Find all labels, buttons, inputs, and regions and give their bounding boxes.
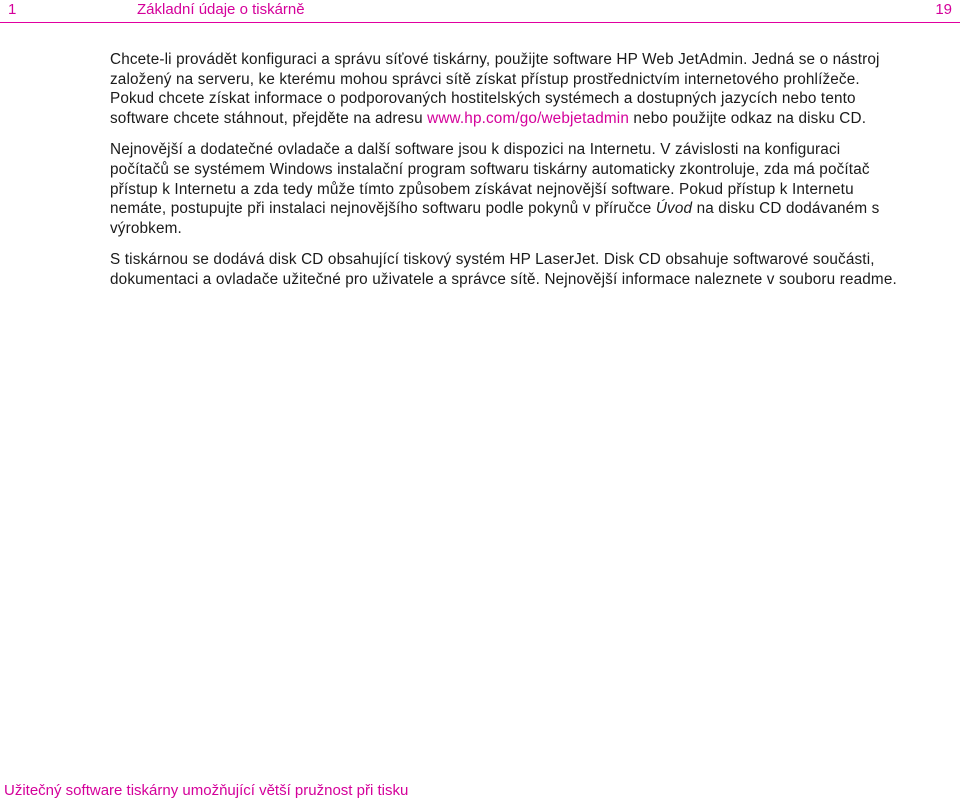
paragraph-drivers [110,140,900,238]
body-text [110,50,900,302]
paragraph-text: na disku CD dodávaném s výrobkem. [110,200,880,237]
paragraph-text: Nejnovější a dodatečné ovladače a další software jsou k dispozici na Internetu. V závislosti na konfiguraci počítačů se systémem Windows instalační program softwaru tiskárny automaticky zkontroluje, zda má počítač přístup k Internetu a zda tedy může tímto způsobem získávat nejnovější software. Pokud přístup k Internetu nemáte, postupujte při instalaci nejnovějšího softwaru podle pokynů v příručce [110,141,870,218]
paragraph-text: S tiskárnou se dodává disk CD obsahující tiskový systém HP LaserJet. Disk CD obsahuje softwarové součásti, dokumentaci a ovladače užitečné pro uživatele a správce sítě. Nejnovější informace naleznete v souboru readme. [110,251,897,288]
chapter-title: Základní údaje o tiskárně [137,1,305,18]
page-number: 19 [935,1,952,18]
webjetadmin-link[interactable]: www.hp.com/go/webjetadmin [427,109,629,127]
chapter-number: 1 [8,1,17,18]
paragraph-webjetadmin [110,50,900,128]
paragraph-text: Chcete-li provádět konfiguraci a správu síťové tiskárny, použijte software HP Web JetAdmin. Jedná se o nástroj založený na serveru, ke kterému mohou správci sítě získat přístup prostřednictvím internetového prohlížeče. Pokud chcete získat informace o podporovaných hostitelských systémech a dostupných jazycích nebo tento software chcete stáhnout, přejděte na adresu [110,51,880,127]
page-footer: Užitečný software tiskárny umožňující větší pružnost při tisku [4,782,409,799]
guide-title: Úvod [655,200,693,218]
paragraph-text: nebo použijte odkaz na disku CD. [629,109,867,127]
paragraph-cd [110,250,900,289]
page-header [0,0,960,23]
